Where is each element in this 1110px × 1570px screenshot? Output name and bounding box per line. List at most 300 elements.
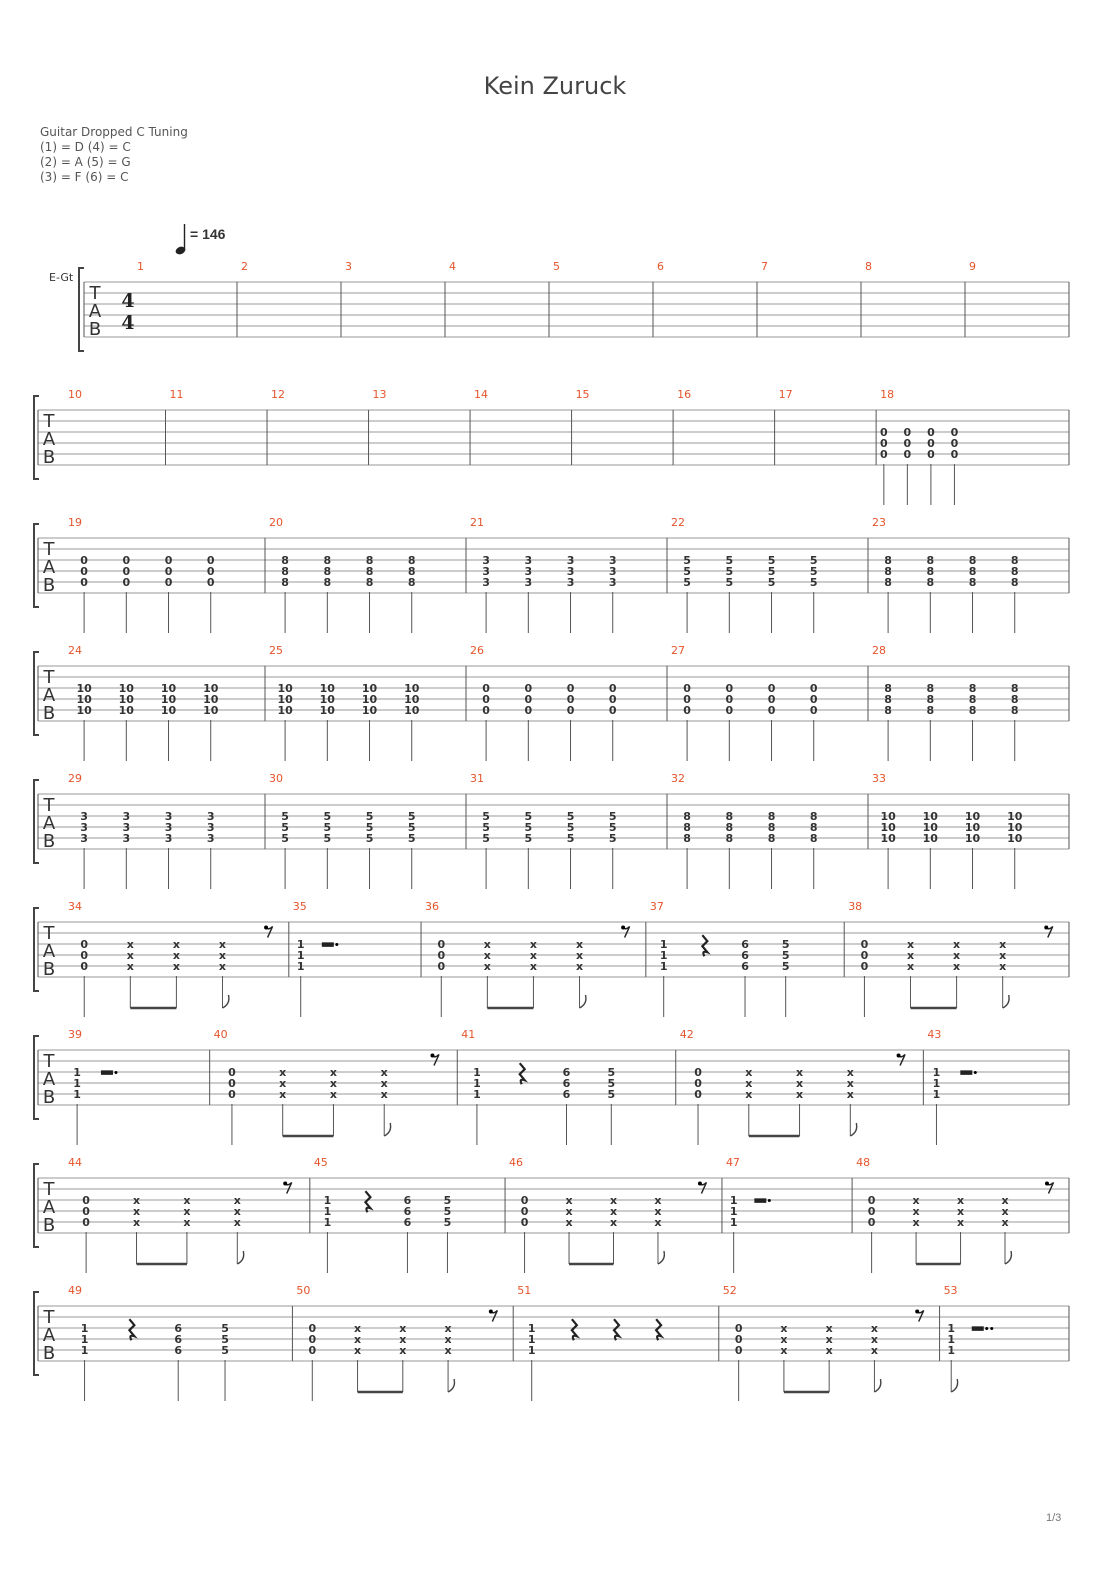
fret-number: x xyxy=(399,1322,407,1335)
fret-number: x xyxy=(953,960,961,973)
fret-number: 8 xyxy=(725,810,734,823)
fret-number: 3 xyxy=(524,565,533,578)
fret-number: x xyxy=(999,938,1007,951)
measure-number: 34 xyxy=(68,900,82,913)
fret-number: 10 xyxy=(118,704,134,717)
fret-number: 0 xyxy=(437,938,446,951)
fret-number: 10 xyxy=(277,693,293,706)
fret-number: 0 xyxy=(524,693,533,706)
fret-number: x xyxy=(745,1066,753,1079)
fret-number: 8 xyxy=(725,832,734,845)
measure-number: 21 xyxy=(470,516,484,529)
tab-clef-letter: A xyxy=(42,557,56,578)
fret-number: 5 xyxy=(365,832,374,845)
rest-quarter xyxy=(702,935,707,956)
fret-number: 0 xyxy=(867,1205,876,1218)
tab-clef-letter: A xyxy=(42,1069,56,1090)
fret-number: 5 xyxy=(524,821,533,834)
fret-number: x xyxy=(654,1194,662,1207)
fret-number: 3 xyxy=(608,576,617,589)
fret-number: 5 xyxy=(407,810,416,823)
rest-block xyxy=(960,1070,972,1075)
fret-number: 5 xyxy=(365,810,374,823)
fret-number: 0 xyxy=(520,1216,529,1229)
tab-clef-letter: B xyxy=(42,831,56,852)
rest-eighth xyxy=(1045,1182,1054,1194)
measure-number: 49 xyxy=(68,1284,82,1297)
rest-eighth xyxy=(698,1182,707,1194)
rest-eighth xyxy=(264,926,273,938)
fret-number: 0 xyxy=(809,682,818,695)
fret-number: 1 xyxy=(473,1066,481,1079)
fret-number: x xyxy=(399,1344,407,1357)
measure-number: 31 xyxy=(470,772,484,785)
fret-number: 5 xyxy=(781,960,790,973)
fret-number: x xyxy=(380,1066,388,1079)
fret-number: 1 xyxy=(473,1088,481,1101)
tab-clef-letter: B xyxy=(42,1087,56,1108)
measure-number: 7 xyxy=(761,260,768,273)
rest-eighth xyxy=(897,1054,906,1066)
tab-clef-letter: T xyxy=(43,667,55,688)
fret-number: 1 xyxy=(73,1088,81,1101)
fret-number: 3 xyxy=(566,565,575,578)
tuning-line: (1) = D (4) = C xyxy=(40,140,131,154)
measure-number: 5 xyxy=(553,260,560,273)
fret-number: x xyxy=(795,1088,804,1101)
eighth-flag xyxy=(850,1123,856,1136)
rest-dot-head xyxy=(915,1310,919,1314)
fret-number: 6 xyxy=(562,1066,571,1079)
fret-number: 5 xyxy=(482,832,490,845)
fret-number: 6 xyxy=(741,938,749,951)
fret-number: x xyxy=(233,1216,241,1229)
fret-number: 8 xyxy=(884,565,892,578)
fret-number: 10 xyxy=(76,693,92,706)
fret-number: 0 xyxy=(80,960,89,973)
fret-number: 5 xyxy=(781,949,790,962)
fret-number: 0 xyxy=(734,1322,743,1335)
fret-number: x xyxy=(172,949,180,962)
fret-number: 3 xyxy=(524,576,533,589)
fret-number: 5 xyxy=(443,1216,452,1229)
measure-number: 19 xyxy=(68,516,82,529)
measure-number: 42 xyxy=(679,1028,694,1041)
rest-dot-head xyxy=(489,1310,493,1314)
eighth-flag xyxy=(448,1379,454,1392)
fret-number: 5 xyxy=(566,821,575,834)
fret-number: 0 xyxy=(164,565,173,578)
fret-number: 10 xyxy=(922,821,938,834)
fret-number: 0 xyxy=(80,938,89,951)
fret-number: x xyxy=(329,1066,338,1079)
eighth-flag xyxy=(1005,1251,1011,1264)
measure-number: 15 xyxy=(575,388,590,401)
fret-number: 5 xyxy=(221,1322,229,1335)
fret-number: 0 xyxy=(950,426,959,439)
fret-number: x xyxy=(444,1333,452,1346)
fret-number: 6 xyxy=(403,1205,412,1218)
measure-number: 24 xyxy=(68,644,82,657)
measure-number: 26 xyxy=(470,644,484,657)
fret-number: 10 xyxy=(203,704,219,717)
fret-number: 0 xyxy=(308,1344,317,1357)
fret-number: 5 xyxy=(608,821,617,834)
fret-number: 1 xyxy=(947,1322,956,1335)
fret-number: x xyxy=(444,1322,452,1335)
fret-number: 5 xyxy=(323,821,332,834)
fret-number: 10 xyxy=(964,810,981,823)
tuning-heading: Guitar Dropped C Tuning xyxy=(40,125,188,139)
measure-number: 2 xyxy=(241,260,248,273)
fret-number: 3 xyxy=(122,821,131,834)
fret-number: 0 xyxy=(725,693,734,706)
rest-dot xyxy=(335,943,338,946)
measure-number: 52 xyxy=(722,1284,737,1297)
fret-number: x xyxy=(825,1333,833,1346)
fret-number: x xyxy=(126,938,134,951)
rest-stroke xyxy=(365,1191,370,1212)
tab-clef-letter: T xyxy=(43,539,55,560)
eighth-flag xyxy=(384,1123,390,1136)
fret-number: 0 xyxy=(608,704,617,717)
fret-number: 8 xyxy=(884,693,892,706)
measure-number: 14 xyxy=(474,388,489,401)
rest-eighth xyxy=(489,1310,498,1322)
measure-number: 44 xyxy=(68,1156,82,1169)
fret-number: 5 xyxy=(281,821,289,834)
system-bracket xyxy=(79,268,84,351)
tab-clef-letter: A xyxy=(42,685,56,706)
tab-clef-letter: B xyxy=(42,447,56,468)
fret-number: 5 xyxy=(767,554,776,567)
fret-number: 10 xyxy=(880,810,896,823)
fret-number: 0 xyxy=(122,576,131,589)
measure-number: 23 xyxy=(872,516,886,529)
fret-number: x xyxy=(912,1205,920,1218)
fret-number: 0 xyxy=(122,554,131,567)
fret-number: 3 xyxy=(566,554,575,567)
fret-number: 0 xyxy=(903,426,912,439)
fret-number: 0 xyxy=(860,949,869,962)
fret-number: 8 xyxy=(884,704,892,717)
fret-number: 10 xyxy=(880,832,896,845)
fret-number: 8 xyxy=(683,810,691,823)
measure-number: 3 xyxy=(345,260,352,273)
fret-number: 10 xyxy=(203,693,219,706)
fret-number: 8 xyxy=(968,693,977,706)
fret-number: 5 xyxy=(524,810,533,823)
fret-number: 5 xyxy=(281,832,289,845)
tab-clef-letter: T xyxy=(89,283,101,304)
fret-number: 3 xyxy=(80,832,88,845)
tab-clef-letter: A xyxy=(42,941,56,962)
fret-number: 8 xyxy=(968,576,977,589)
fret-number: 5 xyxy=(443,1205,452,1218)
fret-number: 1 xyxy=(323,1194,332,1207)
fret-number: 0 xyxy=(122,565,131,578)
fret-number: 8 xyxy=(926,693,935,706)
fret-number: 0 xyxy=(80,554,88,567)
fret-number: 0 xyxy=(734,1333,743,1346)
rest-dot xyxy=(974,1071,977,1074)
fret-number: 1 xyxy=(932,1066,941,1079)
fret-number: 8 xyxy=(884,682,892,695)
fret-number: 1 xyxy=(323,1216,332,1229)
fret-number: 10 xyxy=(361,682,378,695)
fret-number: 0 xyxy=(809,693,818,706)
fret-number: x xyxy=(956,1216,965,1229)
fret-number: x xyxy=(132,1205,141,1218)
fret-number: x xyxy=(565,1216,573,1229)
tempo-value: = 146 xyxy=(190,226,226,242)
rest-dotted-half xyxy=(322,942,339,947)
rest-block xyxy=(754,1198,766,1203)
rest-stroke xyxy=(572,1319,577,1340)
fret-number: x xyxy=(825,1322,833,1335)
fret-number: 5 xyxy=(407,821,416,834)
fret-number: 5 xyxy=(683,554,691,567)
rest-dot xyxy=(985,1327,988,1330)
fret-number: x xyxy=(953,938,961,951)
fret-number: 3 xyxy=(608,565,617,578)
fret-number: 1 xyxy=(932,1077,941,1090)
fret-number: 3 xyxy=(164,832,173,845)
fret-number: 0 xyxy=(82,1205,90,1218)
fret-number: x xyxy=(529,938,537,951)
rest-dot-head xyxy=(283,1182,287,1186)
fret-number: 3 xyxy=(164,821,173,834)
fret-number: 0 xyxy=(437,949,446,962)
fret-number: 0 xyxy=(482,693,490,706)
fret-number: 3 xyxy=(482,565,490,578)
fret-number: 0 xyxy=(228,1066,236,1079)
fret-number: 8 xyxy=(926,554,935,567)
measure-number: 53 xyxy=(943,1284,958,1297)
measure-number: 11 xyxy=(169,388,184,401)
fret-number: 8 xyxy=(683,832,691,845)
measure-number: 17 xyxy=(778,388,793,401)
fret-number: 3 xyxy=(482,576,490,589)
measure-number: 1 xyxy=(137,260,144,273)
measure-number: 10 xyxy=(68,388,82,401)
fret-number: 8 xyxy=(1010,693,1019,706)
tab-clef-letter: B xyxy=(42,703,56,724)
fret-number: 0 xyxy=(767,693,776,706)
fret-number: 5 xyxy=(407,832,416,845)
fret-number: x xyxy=(1001,1216,1009,1229)
tab-clef-letter: T xyxy=(43,1307,55,1328)
fret-number: 10 xyxy=(361,693,378,706)
fret-number: 10 xyxy=(1007,821,1023,834)
fret-number: x xyxy=(846,1066,854,1079)
fret-number: 0 xyxy=(82,1194,90,1207)
tab-clef-letter: B xyxy=(42,575,56,596)
measure-number: 38 xyxy=(848,900,863,913)
fret-number: 3 xyxy=(482,554,490,567)
fret-number: x xyxy=(654,1205,662,1218)
rest-dot-head xyxy=(698,1182,702,1186)
fret-number: 10 xyxy=(160,693,177,706)
fret-number: x xyxy=(183,1194,191,1207)
eighth-flag xyxy=(237,1251,243,1264)
fret-number: x xyxy=(218,938,227,951)
fret-number: 6 xyxy=(562,1088,571,1101)
fret-number: 1 xyxy=(729,1205,738,1218)
measure-number: 43 xyxy=(927,1028,942,1041)
fret-number: x xyxy=(172,938,180,951)
fret-number: 0 xyxy=(437,960,446,973)
fret-number: 10 xyxy=(118,693,134,706)
fret-number: 0 xyxy=(80,576,88,589)
fret-number: x xyxy=(795,1077,804,1090)
fret-number: 5 xyxy=(482,821,490,834)
fret-number: 5 xyxy=(683,576,691,589)
fret-number: 8 xyxy=(683,821,691,834)
fret-number: 1 xyxy=(296,949,305,962)
fret-number: 6 xyxy=(741,960,749,973)
fret-number: x xyxy=(1001,1194,1009,1207)
measure-number: 33 xyxy=(872,772,886,785)
fret-number: x xyxy=(846,1088,854,1101)
fret-number: 0 xyxy=(164,554,173,567)
fret-number: 8 xyxy=(767,832,776,845)
rest-quarter xyxy=(572,1319,577,1340)
rest-dot xyxy=(768,1199,771,1202)
fret-number: 8 xyxy=(281,565,289,578)
measure-number: 41 xyxy=(461,1028,476,1041)
fret-number: 0 xyxy=(520,1194,529,1207)
fret-number: 8 xyxy=(809,832,818,845)
fret-number: x xyxy=(218,949,227,962)
rest-eighth xyxy=(283,1182,292,1194)
fret-number: 6 xyxy=(562,1077,571,1090)
fret-number: x xyxy=(565,1205,573,1218)
tuning-line: (3) = F (6) = C xyxy=(40,170,129,184)
rest-eighth xyxy=(915,1310,924,1322)
rest-stroke xyxy=(520,1063,525,1084)
rest-dot-head xyxy=(1044,926,1048,930)
fret-number: 3 xyxy=(608,554,617,567)
rest-double-dotted-half xyxy=(972,1326,994,1331)
fret-number: 1 xyxy=(932,1088,941,1101)
tuning-line: (2) = A (5) = G xyxy=(40,155,131,169)
fret-number: 5 xyxy=(365,821,374,834)
fret-number: 8 xyxy=(809,821,818,834)
fret-number: 0 xyxy=(867,1216,876,1229)
fret-number: x xyxy=(183,1205,191,1218)
fret-number: 1 xyxy=(527,1344,536,1357)
fret-number: 3 xyxy=(206,821,215,834)
fret-number: 10 xyxy=(160,682,177,695)
fret-number: 5 xyxy=(482,810,490,823)
fret-number: 3 xyxy=(80,810,88,823)
fret-number: 0 xyxy=(683,682,691,695)
fret-number: 8 xyxy=(365,565,374,578)
fret-number: 6 xyxy=(174,1344,183,1357)
fret-number: x xyxy=(529,960,537,973)
fret-number: 1 xyxy=(659,960,668,973)
fret-number: 0 xyxy=(566,704,575,717)
eighth-flag xyxy=(580,995,586,1008)
fret-number: 5 xyxy=(725,576,734,589)
rest-quarter xyxy=(365,1191,370,1212)
measure-number: 46 xyxy=(509,1156,524,1169)
fret-number: 8 xyxy=(323,565,332,578)
fret-number: 5 xyxy=(809,576,818,589)
fret-number: x xyxy=(329,1077,338,1090)
fret-number: 0 xyxy=(927,448,935,461)
fret-number: 1 xyxy=(729,1216,738,1229)
fret-number: 5 xyxy=(607,1088,616,1101)
score-title: Kein Zuruck xyxy=(483,72,627,100)
fret-number: 0 xyxy=(734,1344,743,1357)
measure-number: 37 xyxy=(649,900,664,913)
fret-number: 0 xyxy=(725,682,734,695)
fret-number: 1 xyxy=(323,1205,332,1218)
fret-number: x xyxy=(745,1088,753,1101)
measure-number: 9 xyxy=(969,260,976,273)
fret-number: 10 xyxy=(922,832,938,845)
fret-number: 0 xyxy=(860,960,869,973)
rest-stroke xyxy=(129,1319,134,1340)
fret-number: 8 xyxy=(407,554,416,567)
measure-number: 29 xyxy=(68,772,82,785)
time-signature-top: 4 xyxy=(121,290,135,312)
fret-number: 1 xyxy=(947,1333,956,1346)
fret-number: x xyxy=(1001,1205,1009,1218)
fret-number: 1 xyxy=(73,1066,81,1079)
fret-number: 8 xyxy=(725,821,734,834)
fret-number: 0 xyxy=(867,1194,876,1207)
measure-number: 18 xyxy=(880,388,895,401)
fret-number: 0 xyxy=(164,576,173,589)
fret-number: 8 xyxy=(767,810,776,823)
rest-dot-head xyxy=(621,926,625,930)
fret-number: 8 xyxy=(281,554,289,567)
tab-clef-letter: B xyxy=(88,319,102,340)
fret-number: 5 xyxy=(809,565,818,578)
fret-number: x xyxy=(609,1205,618,1218)
fret-number: 0 xyxy=(228,1077,236,1090)
fret-number: x xyxy=(575,949,584,962)
fret-number: x xyxy=(906,938,915,951)
tab-clef-letter: B xyxy=(42,1343,56,1364)
fret-number: 5 xyxy=(809,554,818,567)
fret-number: x xyxy=(483,938,491,951)
fret-number: 0 xyxy=(206,576,215,589)
fret-number: 5 xyxy=(221,1333,229,1346)
fret-number: 0 xyxy=(608,693,617,706)
fret-number: 1 xyxy=(80,1344,89,1357)
tab-clef-letter: T xyxy=(43,1179,55,1200)
fret-number: 3 xyxy=(164,810,173,823)
fret-number: x xyxy=(183,1216,191,1229)
fret-number: 0 xyxy=(206,554,215,567)
fret-number: 8 xyxy=(926,704,935,717)
fret-number: x xyxy=(846,1077,854,1090)
fret-number: x xyxy=(279,1088,287,1101)
fret-number: x xyxy=(795,1066,804,1079)
fret-number: 6 xyxy=(174,1322,183,1335)
fret-number: x xyxy=(609,1216,618,1229)
measure-number: 40 xyxy=(213,1028,228,1041)
tab-clef-letter: A xyxy=(42,1197,56,1218)
fret-number: 0 xyxy=(694,1077,702,1090)
rest-eighth xyxy=(621,926,630,938)
page-number: 1/3 xyxy=(1046,1512,1062,1524)
fret-number: x xyxy=(780,1322,788,1335)
